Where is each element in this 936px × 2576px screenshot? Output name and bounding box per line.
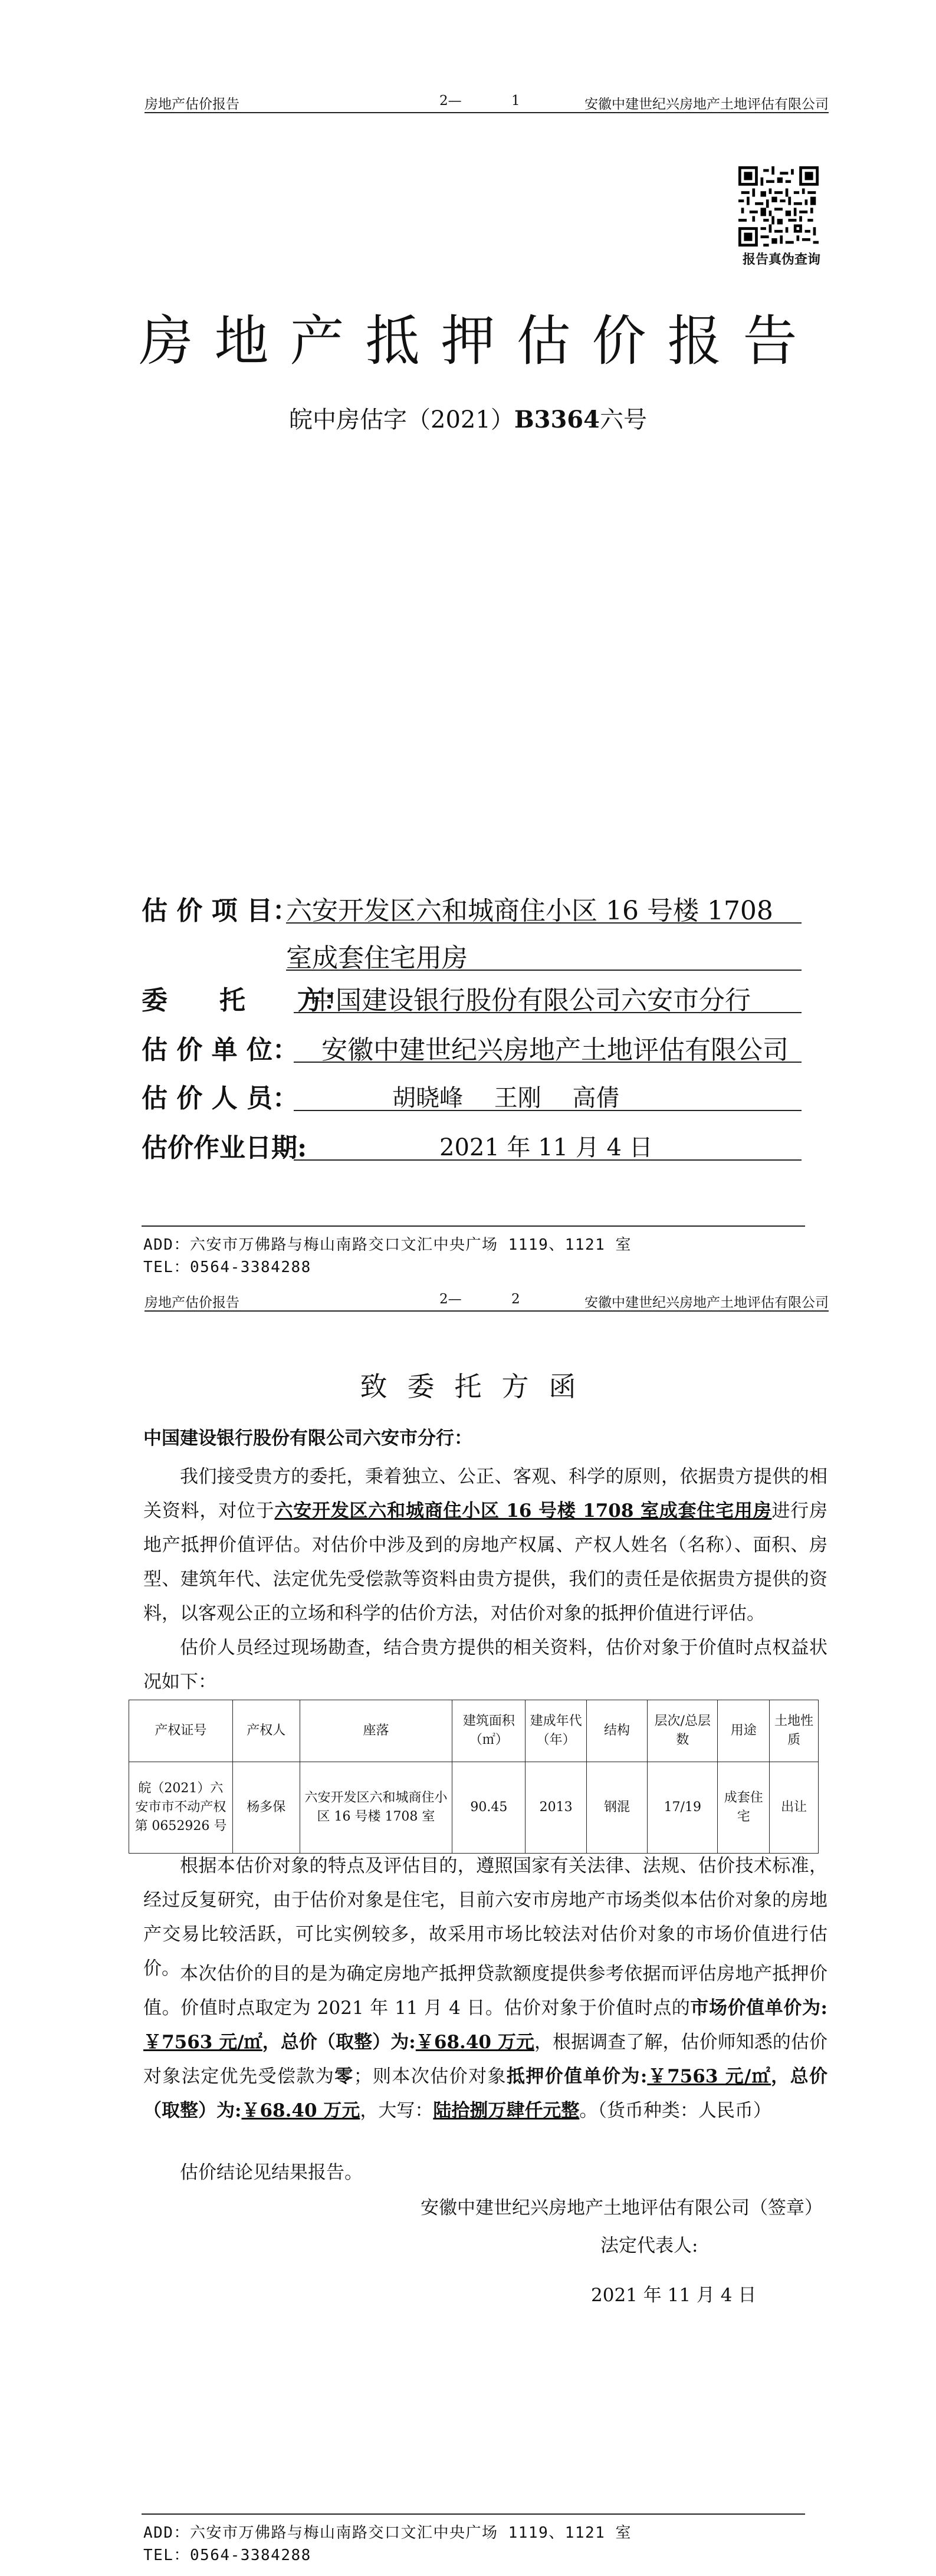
table-cell: 钢混 [586, 1762, 647, 1854]
staff-value: 胡晓峰 王刚 高倩 [392, 1085, 620, 1112]
table-header-cell: 座落 [300, 1700, 452, 1762]
doc-number-suffix: 六号 [599, 406, 647, 433]
header-left-2: 房地产估价报告 [144, 1295, 239, 1310]
sign-representative: 法定代表人: [600, 2235, 698, 2256]
p1-property-address: 六安开发区六和城商住小区 16 号楼 1708 室成套住宅用房 [274, 1500, 772, 1522]
footer-address-2: ADD：六安市万佛路与梅山南路交口文汇中央广场 1119、1121 室 [143, 2524, 632, 2542]
header-right-2: 安徽中建世纪兴房地产土地评估有限公司 [584, 1295, 829, 1310]
footer [143, 1234, 632, 1279]
property-table [129, 1700, 819, 1854]
project-underline-1 [286, 922, 802, 924]
p4-amount-in-words: 陆拾捌万肆仟元整 [433, 2100, 580, 2121]
date-label: 估价作业日期: [142, 1133, 307, 1163]
letter-addressee: 中国建设银行股份有限公司六安市分行： [143, 1428, 472, 1449]
header-page-number-2: 2— [439, 1292, 462, 1307]
doc-number-prefix: 皖中房估字（2021） [289, 406, 514, 433]
paragraph-1 [143, 1460, 827, 1631]
p4-market-total-value: ￥68.40 万元 [415, 2032, 534, 2053]
table-header-cell: 层次/总层数 [648, 1700, 718, 1762]
footer-divider [142, 1225, 805, 1227]
report-title: 房地产抵押估价报告 [139, 310, 819, 373]
p4-text-o: ，大写： [360, 2100, 433, 2121]
p4-mortgage-unit-label: 抵押价值单价为: [506, 2066, 648, 2087]
p1-text-a: 我们接受贵方的委托，秉着独立、公正、客观、科学的原则，依据贵方提供的相关资料，对位于 [143, 1466, 827, 1522]
header-page-sub: 1 [511, 93, 520, 109]
p4-text-a: 本次估价的目的是为确定房地产抵押贷款额度提供参考依据而评估房地产抵押价值。价值时点取定为 2021 年 11 月 4 日。估价对象于价值时点的 [143, 1963, 827, 2019]
footer-divider-2 [142, 2513, 805, 2515]
header-left: 房地产估价报告 [144, 97, 239, 112]
p4-priority-value: 零 [334, 2066, 354, 2087]
footer-tel-2: TEL：0564-3384288 [143, 2547, 311, 2564]
qr-code-icon[interactable] [738, 166, 819, 247]
p4-mortgage-total-value: ￥68.40 万元 [241, 2100, 360, 2121]
p4-market-total-label: 总价（取整）为: [280, 2032, 416, 2053]
unit-underline [294, 1062, 802, 1063]
p4-sep: ， [262, 2032, 281, 2053]
date-underline [294, 1159, 802, 1161]
table-cell: 2013 [526, 1762, 586, 1854]
table-header-cell: 建成年代（年） [526, 1700, 586, 1762]
footer-address: ADD：六安市万佛路与梅山南路交口文汇中央广场 1119、1121 室 [143, 1236, 632, 1254]
table-cell: 17/19 [648, 1762, 718, 1854]
paragraph-5: 估价结论见结果报告。 [180, 2162, 363, 2183]
table-row [129, 1762, 819, 1854]
footer-tel: TEL：0564-3384288 [143, 1259, 311, 1276]
p4-sep-2: ， [771, 2066, 790, 2087]
header-page-sub-2: 2 [511, 1292, 520, 1307]
sign-date: 2021 年 11 月 4 日 [591, 2285, 757, 2306]
client-underline [294, 1012, 802, 1013]
table-cell: 出让 [770, 1762, 819, 1854]
table-header-row [129, 1700, 819, 1762]
project-value-line2: 室成套住宅用房 [286, 943, 468, 973]
p4-currency-note: 。（货币种类：人民币） [579, 2100, 771, 2121]
p1-text-c: 进行房地产抵押价值评估。对估价中涉及到的房地产权属、产权人姓名（名称）、面积、房型、建筑年代、法定优先受偿款等资料由贵方提供，我们的责任是依据贵方提供的资料，以客观公正的立场和科学的估价方法，对估价对象的抵押价值进行评估。 [143, 1500, 828, 1624]
table-cell: 六安开发区六和城商住小区 16 号楼 1708 室 [300, 1762, 452, 1854]
paragraph-4 [143, 1957, 827, 2128]
project-value-line1: 六安开发区六和城商住小区 16 号楼 1708 [286, 896, 773, 926]
p4-mortgage-total-label: 总价（取整）为: [143, 2066, 828, 2121]
table-cell: 成套住宅 [718, 1762, 770, 1854]
table-header-cell: 土地性质 [770, 1700, 819, 1762]
page-header [144, 88, 829, 113]
page-header-2 [144, 1287, 829, 1312]
table-header-cell: 产权证号 [129, 1700, 233, 1762]
table-header-cell: 用途 [718, 1700, 770, 1762]
cover-page [0, 0, 936, 1286]
table-cell: 90.45 [452, 1762, 526, 1854]
p4-market-unit-label: 市场价值单价为: [690, 1997, 827, 2019]
paragraph-2: 估价人员经过现场勘查，结合贵方提供的相关资料，估价对象于价值时点权益状况如下： [143, 1637, 827, 1693]
qr-caption: 报告真伪查询 [742, 252, 820, 267]
client-label: 委 托 方： [142, 985, 349, 1016]
client-value: 中国建设银行股份有限公司六安市分行 [310, 985, 751, 1016]
footer-2 [143, 2522, 632, 2567]
p4-text-i: ；则本次估价对象 [353, 2066, 507, 2087]
project-underline-2 [286, 970, 802, 971]
sign-company: 安徽中建世纪兴房地产土地评估有限公司（签章） [421, 2197, 823, 2219]
staff-label: 估 价 人 员： [142, 1083, 298, 1113]
table-header-cell: 建筑面积（㎡） [452, 1700, 526, 1762]
project-label: 估 价 项 目： [142, 896, 298, 926]
p4-text-g: ，根据调查了解，估价师知悉的估价对象法定优先受偿款为 [143, 2032, 828, 2087]
table-header-cell: 结构 [586, 1700, 647, 1762]
table-cell: 杨多保 [232, 1762, 300, 1854]
table-cell: 皖（2021）六安市市不动产权第 0652926 号 [129, 1762, 233, 1854]
doc-number-code: B3364 [514, 406, 600, 433]
paragraph-3: 根据本估价对象的特点及评估目的，遵照国家有关法律、法规、估价技术标准，经过反复研究，由于估价对象是住宅，目前六安市房地产市场类似本估价对象的房地产交易比较活跃，可比实例较多，故采用市场比较法对估价对象的市场价值进行估价。 [143, 1855, 827, 1979]
letter-title: 致委托方函 [360, 1371, 596, 1402]
date-value: 2021 年 11 月 4 日 [439, 1134, 653, 1161]
unit-label: 估 价 单 位： [142, 1035, 298, 1065]
unit-value: 安徽中建世纪兴房地产土地评估有限公司 [321, 1035, 789, 1065]
header-right: 安徽中建世纪兴房地产土地评估有限公司 [584, 97, 829, 112]
table-header-cell: 产权人 [232, 1700, 300, 1762]
header-page-number: 2— [439, 93, 462, 109]
p4-mortgage-unit-value: ￥7563 元/㎡ [647, 2066, 771, 2087]
document-number [0, 401, 936, 435]
p4-market-unit-value: ￥7563 元/㎡ [143, 2032, 262, 2053]
staff-underline [294, 1110, 802, 1111]
